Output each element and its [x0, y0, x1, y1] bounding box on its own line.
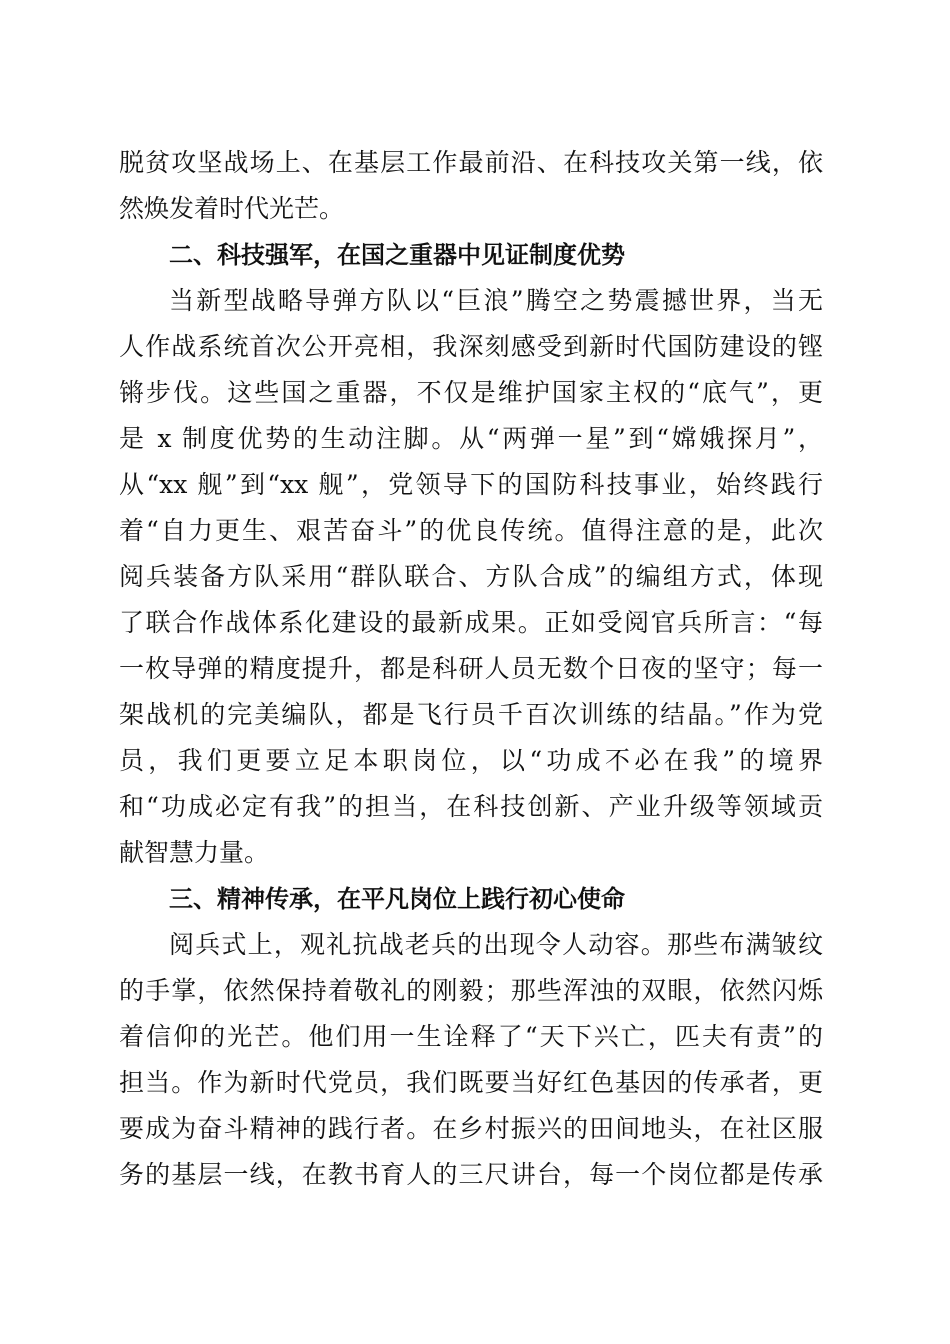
text-line: 了联合作战体系化建设的最新成果。正如受阅官兵所言：“每	[119, 608, 823, 637]
intro-paragraph	[119, 140, 823, 232]
text-line: 着“自力更生、艰苦奋斗”的优良传统。值得注意的是，此次	[119, 516, 823, 545]
text-line: 阅兵式上，观礼抗战老兵的出现令人动容。那些布满皱纹	[169, 930, 823, 959]
text-line: 架战机的完美编队，都是飞行员千百次训练的结晶。”作为党	[119, 700, 823, 729]
text-line: 担当。作为新时代党员，我们既要当好红色基因的传承者，更	[119, 1068, 823, 1097]
text-line: 务的基层一线，在教书育人的三尺讲台，每一个岗位都是传承	[119, 1160, 823, 1189]
document-body	[119, 140, 823, 1198]
text-line: 人作战系统首次公开亮相，我深刻感受到新时代国防建设的铿	[119, 332, 823, 361]
text-line: 要成为奋斗精神的践行者。在乡村振兴的田间地头，在社区服	[119, 1114, 823, 1143]
text-line: 锵步伐。这些国之重器，不仅是维护国家主权的“底气”，更	[119, 378, 823, 407]
text-line: 着信仰的光芒。他们用一生诠释了“天下兴亡，匹夫有责”的	[119, 1022, 823, 1051]
section-3-paragraph	[119, 922, 823, 1198]
section-2-paragraph	[119, 278, 823, 876]
text-line: 从“xx 舰”到“xx 舰”，党领导下的国防科技事业，始终践行	[119, 470, 823, 499]
section-heading-2: 二、科技强军，在国之重器中见证制度优势	[169, 241, 625, 269]
text-line: 然焕发着时代光芒。	[119, 194, 345, 223]
text-line: 脱贫攻坚战场上、在基层工作最前沿、在科技攻关第一线，依	[119, 148, 823, 177]
text-line: 当新型战略导弹方队以“巨浪”腾空之势震撼世界，当无	[169, 286, 823, 315]
text-line: 的手掌，依然保持着敬礼的刚毅；那些浑浊的双眼，依然闪烁	[119, 976, 823, 1005]
text-line: 员，我们更要立足本职岗位，以“功成不必在我”的境界	[119, 746, 823, 775]
text-line: 献智慧力量。	[119, 838, 270, 867]
text-line: 是 x 制度优势的生动注脚。从“两弹一星”到“嫦娥探月”，	[119, 424, 823, 453]
section-heading-3: 三、精神传承，在平凡岗位上践行初心使命	[169, 885, 625, 913]
text-line: 一枚导弹的精度提升，都是科研人员无数个日夜的坚守；每一	[119, 654, 823, 683]
text-line: 阅兵装备方队采用“群队联合、方队合成”的编组方式，体现	[119, 562, 823, 591]
text-line: 和“功成必定有我”的担当，在科技创新、产业升级等领域贡	[119, 792, 823, 821]
